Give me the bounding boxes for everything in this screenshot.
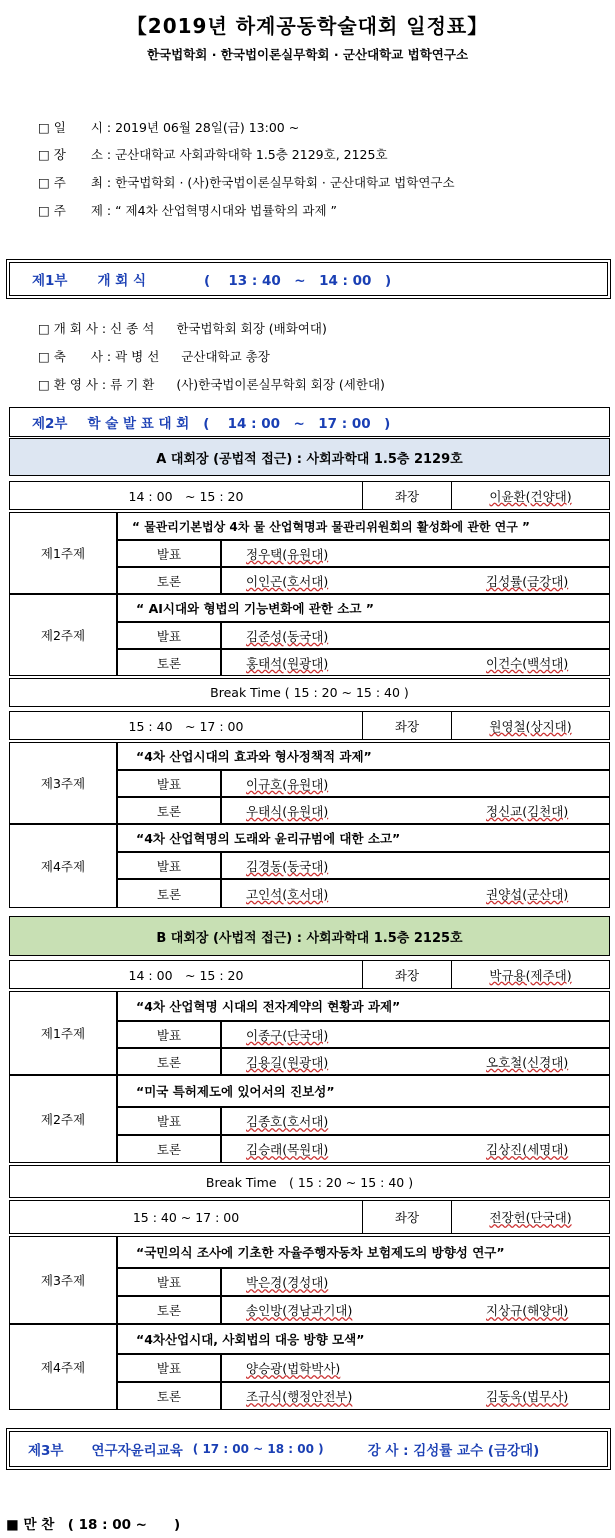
theme-topic: “ 물관리기본법상 4차 물 산업혁명과 물관리위원회의 활성화에 관한 연구 ” [117, 512, 610, 540]
theme-number: 제4주제 [9, 1324, 117, 1410]
discussant-name: 김동욱(법무사) [486, 1389, 569, 1404]
presenter-label: 발표 [117, 1268, 221, 1296]
organizers: 한국법학회 · 한국법이론실무학회 · 군산대학교 법학연구소 [146, 47, 469, 62]
discussant-row [221, 567, 610, 594]
discussant-row [221, 797, 610, 824]
part1-box [9, 262, 608, 296]
presenter-name: 김종호(호서대) [246, 1114, 329, 1129]
discussant-row [221, 1048, 610, 1075]
discussant-label: 토론 [117, 797, 221, 824]
theme-topic: “국민의식 조사에 기초한 자율주행자동차 보험제도의 방향성 연구” [117, 1236, 610, 1268]
presenter-row [221, 852, 610, 879]
discussant-name: 권양섭(군산대) [486, 886, 569, 902]
ceremony-congrats: □ 축 사 : 곽 병 선 군산대학교 총장 [38, 349, 270, 364]
presenter-row [221, 540, 610, 567]
theme-number: 제3주제 [9, 742, 117, 824]
presenter-label: 발표 [117, 1021, 221, 1048]
theme-number: 제3주제 [9, 1236, 117, 1324]
discussant-name: 김용길(원광대) [246, 1054, 329, 1070]
discussant-row [221, 879, 610, 908]
chair-name: 박규용(제주대) [489, 967, 572, 983]
discussant-name: 이인곤(호서대) [246, 573, 329, 589]
presenter-label: 발표 [117, 622, 221, 649]
session-row [9, 481, 610, 510]
chair-label: 좌장 [362, 961, 452, 988]
part3-box [9, 1431, 608, 1467]
theme-number: 제4주제 [9, 824, 117, 908]
discussant-label: 토론 [117, 879, 221, 908]
presenter-label: 발표 [117, 1107, 221, 1135]
hall-b-header: B 대회장 (사법적 접근) : 사회과학대 1.5층 2125호 [9, 916, 610, 956]
discussant-name: 오호철(신경대) [486, 1054, 569, 1070]
ceremony-opening: □ 개 회 사 : 신 종 석 한국법학회 회장 (배화여대) [38, 321, 327, 336]
theme-number: 제2주제 [9, 1075, 117, 1163]
discussant-name: 우태식(유원대) [246, 803, 329, 819]
discussant-label: 토론 [117, 649, 221, 676]
session-row [9, 711, 610, 740]
part2-box [9, 407, 610, 437]
theme-topic: “4차 산업혁명 시대의 전자계약의 현황과 과제” [117, 991, 610, 1021]
discussant-name: 김상진(세명대) [486, 1142, 569, 1157]
presenter-name: 이종구(단국대) [246, 1027, 329, 1043]
part3-label: 제3부 [28, 1443, 64, 1459]
presenter-row [221, 770, 610, 797]
presenter-name: 이규호(유원대) [246, 776, 329, 792]
discussant-label: 토론 [117, 1048, 221, 1075]
discussant-name: 고인석(호서대) [246, 886, 329, 902]
chair-name: 이윤환(건양대) [489, 488, 572, 504]
chair-name: 원영철(상지대) [489, 718, 572, 734]
discussant-name: 송인방(경남과기대) [246, 1303, 353, 1318]
session-row [9, 960, 610, 989]
presenter-name: 정우택(유원대) [246, 546, 329, 562]
presenter-name: 김준성(동국대) [246, 628, 329, 644]
theme-number: 제1주제 [9, 991, 117, 1075]
part2-label: 제2부 [32, 416, 68, 432]
info-theme: □ 주 제 : “ 제4차 산업혁명시대와 법률학의 과제 ” [38, 203, 338, 218]
session-time: 15 : 40 ~ 17 : 00 [128, 718, 244, 734]
break-time: Break Time ( 15 : 20 ~ 15 : 40 ) [9, 1165, 610, 1198]
part2-name: 학 술 발 표 대 회 [87, 416, 190, 432]
info-date: □ 일 시 : 2019년 06월 28일(금) 13:00 ~ [38, 120, 300, 135]
page-title: 【2019년 하계공동학술대회 일정표】 [126, 14, 489, 38]
chair-label: 좌장 [362, 1201, 452, 1233]
discussant-row [221, 1135, 610, 1163]
hall-a-header: A 대회장 (공법적 접근) : 사회과학대 1.5층 2129호 [9, 438, 610, 476]
part1-name: 개 회 식 [97, 273, 147, 289]
presenter-row [221, 1354, 610, 1382]
part1-time: ( 13 : 40 ~ 14 : 00 ) [204, 273, 392, 289]
discussant-label: 토론 [117, 567, 221, 594]
discussant-row [221, 1296, 610, 1324]
part1-label: 제1부 [32, 273, 68, 289]
session-time: 14 : 00 ~ 15 : 20 [128, 967, 244, 983]
presenter-name: 김경동(동국대) [246, 858, 329, 874]
presenter-row [221, 1268, 610, 1296]
info-host: □ 주 최 : 한국법학회 · (사)한국법이론실무학회 · 군산대학교 법학연구소 [38, 175, 455, 190]
presenter-row [221, 622, 610, 649]
session-time: 14 : 00 ~ 15 : 20 [128, 488, 244, 504]
discussant-name: 이건수(백석대) [486, 655, 569, 671]
discussant-name: 홍태석(원광대) [246, 655, 329, 671]
discussant-name: 정신교(김천대) [486, 803, 569, 819]
theme-topic: “미국 특허제도에 있어서의 진보성” [117, 1075, 610, 1107]
part3-time: ( 17 : 00 ~ 18 : 00 ) [192, 1442, 324, 1456]
chair-label: 좌장 [362, 712, 452, 739]
discussant-name: 조규식(행정안전부) [246, 1389, 353, 1404]
chair-label: 좌장 [362, 482, 452, 509]
presenter-label: 발표 [117, 540, 221, 567]
session-time: 15 : 40 ~ 17 : 00 [132, 1209, 240, 1225]
discussant-label: 토론 [117, 1135, 221, 1163]
ceremony-welcome: □ 환 영 사 : 류 기 환 (사)한국법이론실무학회 회장 (세한대) [38, 377, 385, 392]
discussant-label: 토론 [117, 1382, 221, 1410]
theme-number: 제2주제 [9, 594, 117, 676]
chair-name: 전장헌(단국대) [489, 1210, 572, 1225]
presenter-row [221, 1021, 610, 1048]
break-time: Break Time ( 15 : 20 ~ 15 : 40 ) [9, 678, 610, 707]
presenter-label: 발표 [117, 770, 221, 797]
discussant-name: 김승래(목원대) [246, 1142, 329, 1157]
part2-time: ( 14 : 00 ~ 17 : 00 ) [203, 416, 391, 432]
session-row [9, 1200, 610, 1234]
discussant-row [221, 1382, 610, 1410]
theme-topic: “ AI시대와 형법의 기능변화에 관한 소고 ” [117, 594, 610, 622]
part3-lecturer: 강 사 : 김성률 교수 (금강대) [367, 1443, 540, 1459]
presenter-label: 발표 [117, 1354, 221, 1382]
presenter-name: 박은경(경성대) [246, 1275, 329, 1290]
theme-topic: “4차 산업혁명의 도래와 윤리규범에 대한 소고” [117, 824, 610, 852]
theme-number: 제1주제 [9, 512, 117, 594]
discussant-name: 지상규(해양대) [486, 1303, 569, 1318]
dinner: ■ 만 찬 ( 18 : 00 ~ ) [6, 1517, 181, 1533]
discussant-label: 토론 [117, 1296, 221, 1324]
discussant-name: 김성률(금강대) [486, 573, 569, 589]
info-venue: □ 장 소 : 군산대학교 사회과학대학 1.5층 2129호, 2125호 [38, 147, 388, 162]
part3-name: 연구자윤리교육 [91, 1443, 183, 1459]
theme-topic: “4차 산업시대의 효과와 형사정책적 과제” [117, 742, 610, 770]
theme-topic: “4차산업시대, 사회법의 대응 방향 모색” [117, 1324, 610, 1354]
presenter-row [221, 1107, 610, 1135]
discussant-row [221, 649, 610, 676]
presenter-label: 발표 [117, 852, 221, 879]
presenter-name: 양승광(법학박사) [246, 1361, 341, 1376]
